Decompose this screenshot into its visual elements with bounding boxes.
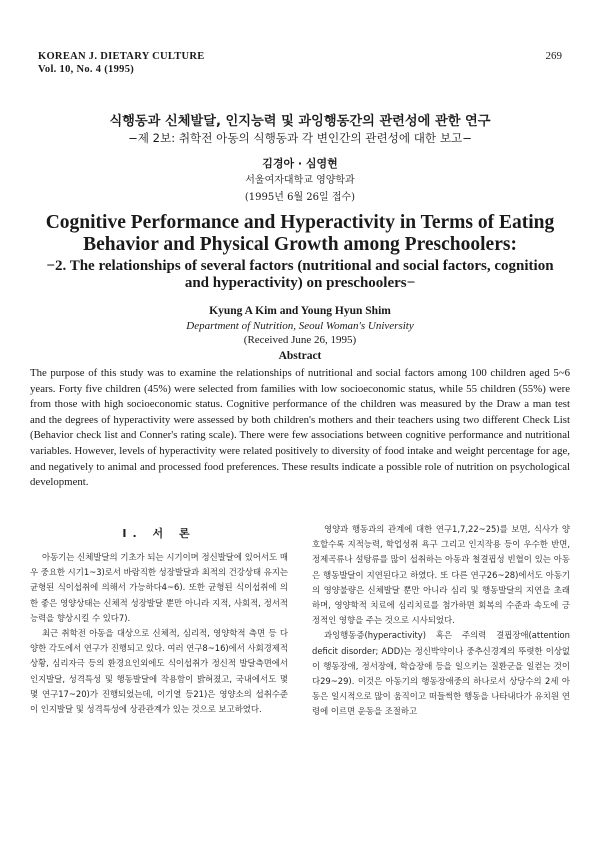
english-title: Cognitive Performance and Hyperactivity in Terms of Eating Behavior and Physical Growth among Preschoolers: [45,212,555,255]
journal-name: KOREAN J. DIETARY CULTURE [38,51,205,62]
journal-volume: Vol. 10, No. 4 (1995) [38,64,135,75]
korean-affiliation: 서울여자대학교 영양학과 [245,175,355,186]
section-heading-introduction: I. 서 론 [122,527,196,540]
journal-info [38,50,205,76]
body-paragraph: 아동기는 신체발달의 기초가 되는 시기이며 정신발달에 있어서도 매우 중요한 시기1~3)로서 바람직한 성장발달과 최적의 건강상태 유지는 균형된 식이섭취에 의해서 가능하다4~6). 또한 균형된 식이섭취에 의한 좋은 영양상태는 신체적 성장발달 뿐만 아니라 지적, 사회적, 정서적 능력을 향상시킬 수 있다7). [30,552,289,623]
abstract-heading: Abstract [278,350,322,362]
korean-title: 식행동과 신체발달, 인지능력 및 과잉행동간의 관련성에 관한 연구 [109,114,491,129]
english-department: Department of Nutrition, Seoul Woman's University [186,320,414,332]
korean-received-date: (1995년 6월 26일 접수) [244,192,356,203]
english-authors: Kyung A Kim and Young Hyun Shim [209,305,391,317]
page-number: 269 [545,50,562,62]
body-paragraph: 과잉행동증(hyperactivity) 혹은 주의력 결핍장애(attention deficit disorder; ADD)는 정신박약이나 중추신경계의 뚜렷한 이상없이 행동장애, 정서장애, 학습장애 등을 일으키는 질환군을 일컫는 것이다29~29). 이것은 아동기의 행동장애중의 하나로서 상당수의 2세 아동은 일시적으로 많이 움직이고 떠들썩한 행동을 나타내다가 유치원 연령에 이르면 운동을 조절하고 [312,630,570,717]
body-paragraph: 영양과 행동과의 관계에 대한 연구1,7,22~25)를 보면, 식사가 양호할수록 지적능력, 학업성취 욕구 그리고 인지작용 등이 우수한 반면, 정제곡류나 설탕류를 많이 섭취하는 아동과 철결핍성 빈혈이 있는 아동은 행동발달이 지연된다고 하였다. 또 다른 연구26~28)에서도 아동기의 영양불량은 신체발달 뿐만 아니라 심리 및 행동발달의 지연을 초래하며, 영양학적 치료에 심리치료를 첨가하면 회복의 수준과 속도에 긍정적인 영향을 주는 것으로 시사되었다. [312,524,570,626]
body-column-left [30,522,288,717]
korean-subtitle: −제 2보: 취학전 아동의 식행동과 각 변인간의 관련성에 대한 보고− [128,131,472,145]
body-column-right [312,522,570,720]
body-paragraph: 최근 취학전 아동을 대상으로 신체적, 심리적, 영양학적 측면 등 다양한 각도에서 연구가 진행되고 있다. 여러 연구8~16)에서 사회경제적 상황, 심리자극 등의 환경요인외에도 식이섭취가 정신적 발달측면에서 인지발달, 성격특성 및 행동발달에 작용함이 밝혀졌고, 국내에서도 몇몇 연구17~20)가 진행되었는데, 이기열 등21)은 영양소의 섭취수준이 인지발달 및 성격특성에 상관관계가 있는 것으로 보고하였다. [30,628,288,715]
abstract-text: The purpose of this study was to examine the relationships of nutritional and social factors among 100 children aged 5~6 years. Forty five children (45%) were selected from families with low socioeconomic status, while 55 children (55%) were from those with high socioeconomic status. Cognitive performance of the children was measured by the Draw a man test and the degrees of hyperactivity were assessed by both children's mothers and their teachers using two different Check List (Behavior check list and Conner's rating scale). There were few associations between cognitive performance and nutritional variables. However, levels of hyperactivity were related positively to diversity of food intake and weight percentage for age, and negatively to animal and processed food preferences. These results indicate a possible role of nutrition on psychological development. [30,367,570,489]
korean-authors: 김경아 · 심영현 [262,157,338,170]
english-subtitle: −2. The relationships of several factors (nutritional and social factors, cognition and hyperactivity) on preschoolers− [46,258,554,291]
english-received-date: (Received June 26, 1995) [243,334,357,346]
